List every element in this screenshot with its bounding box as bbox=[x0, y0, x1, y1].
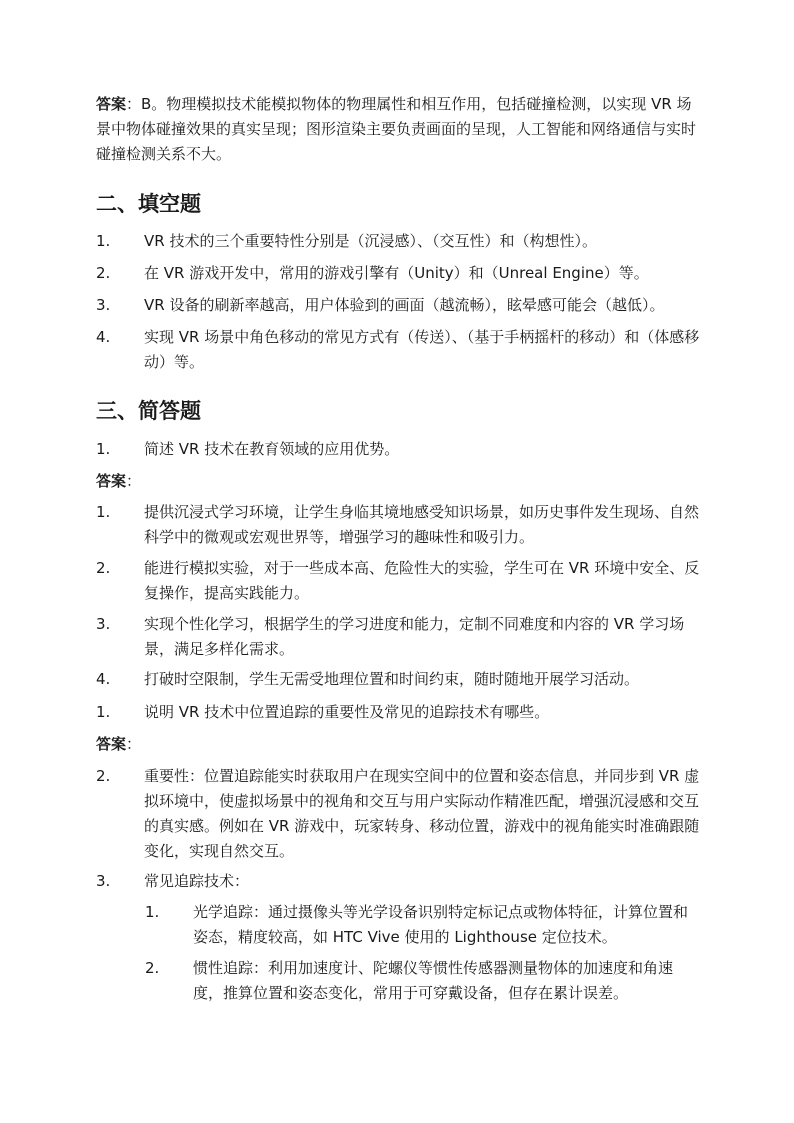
answer-label: 答案 bbox=[96, 472, 127, 490]
question-text: 简述 VR 技术在教育领域的应用优势。 bbox=[144, 440, 400, 458]
item-number: 3. bbox=[96, 615, 111, 633]
item-text: 在 VR 游戏开发中，常用的游戏引擎有（Unity）和（Unreal Engine）等。 bbox=[144, 264, 649, 282]
item-number: 4. bbox=[96, 670, 111, 688]
item-number: 2. bbox=[96, 767, 111, 785]
item-number: 1. bbox=[96, 503, 111, 521]
item-number: 1. bbox=[96, 440, 111, 458]
item-text: 实现 VR 场景中角色移动的常见方式有（传送）、（基于手柄摇杆的移动）和（体感移动）等。 bbox=[144, 328, 700, 371]
item-number: 2. bbox=[96, 264, 111, 282]
answer-label-line bbox=[96, 469, 700, 494]
sub-item-number: 1. bbox=[145, 903, 160, 921]
item-text: 常见追踪技术： bbox=[144, 872, 250, 890]
item-text: VR 技术的三个重要特性分别是（沉浸感）、（交互性）和（构想性）。 bbox=[144, 232, 597, 250]
answer-colon: ： bbox=[126, 472, 142, 490]
section-heading-fill-blank: 二、填空题 bbox=[96, 192, 201, 216]
item-number: 3. bbox=[96, 296, 111, 314]
question-text: 说明 VR 技术中位置追踪的重要性及常见的追踪技术有哪些。 bbox=[144, 703, 550, 721]
item-text: 打破时空限制，学生无需受地理位置和时间约束，随时随地开展学习活动。 bbox=[144, 670, 640, 688]
sub-item-text: 惯性追踪：利用加速度计、陀螺仪等惯性传感器测量物体的加速度和角速度，推算位置和姿态变化，常用于可穿戴设备，但存在累计误差。 bbox=[193, 959, 674, 1002]
answer-colon: ： bbox=[126, 735, 142, 753]
answer-label: 答案 bbox=[96, 95, 127, 113]
item-text: 提供沉浸式学习环境，让学生身临其境地感受知识场景，如历史事件发生现场、自然科学中的微观或宏观世界等，增强学习的趣味性和吸引力。 bbox=[144, 503, 700, 546]
intro-answer-paragraph bbox=[96, 92, 700, 167]
item-text: VR 设备的刷新率越高，用户体验到的画面（越流畅），眩晕感可能会（越低）。 bbox=[144, 296, 665, 314]
item-text: 能进行模拟实验，对于一些成本高、危险性大的实验，学生可在 VR 环境中安全、反复操作，提高实践能力。 bbox=[144, 559, 700, 602]
item-text: 实现个性化学习，根据学生的学习进度和能力，定制不同难度和内容的 VR 学习场景，满足多样化需求。 bbox=[144, 615, 685, 658]
answer-label: 答案 bbox=[96, 735, 127, 753]
sub-item-number: 2. bbox=[145, 959, 160, 977]
item-number: 3. bbox=[96, 872, 111, 890]
answer-text: ：B。物理模拟技术能模拟物体的物理属性和相互作用，包括碰撞检测，以实现 VR 场景中物体碰撞效果的真实呈现；图形渲染主要负责画面的呈现，人工智能和网络通信与实时碰撞检测关系不大。 bbox=[96, 95, 697, 163]
item-number: 2. bbox=[96, 559, 111, 577]
item-number: 1. bbox=[96, 232, 111, 250]
item-text: 重要性：位置追踪能实时获取用户在现实空间中的位置和姿态信息，并同步到 VR 虚拟环境中，使虚拟场景中的视角和交互与用户实际动作精准匹配，增强沉浸感和交互的真实感。例如在 VR 游戏中，玩家转身、移动位置，游戏中的视角能实时准确跟随变化，实现自然交互。 bbox=[144, 767, 700, 860]
section-heading-short-answer: 三、简答题 bbox=[96, 399, 201, 423]
sub-item-text: 光学追踪：通过摄像头等光学设备识别特定标记点或物体特征，计算位置和姿态，精度较高，如 HTC Vive 使用的 Lighthouse 定位技术。 bbox=[193, 903, 689, 946]
item-number: 1. bbox=[96, 703, 111, 721]
answer-label-line bbox=[96, 732, 700, 757]
item-number: 4. bbox=[96, 328, 111, 346]
